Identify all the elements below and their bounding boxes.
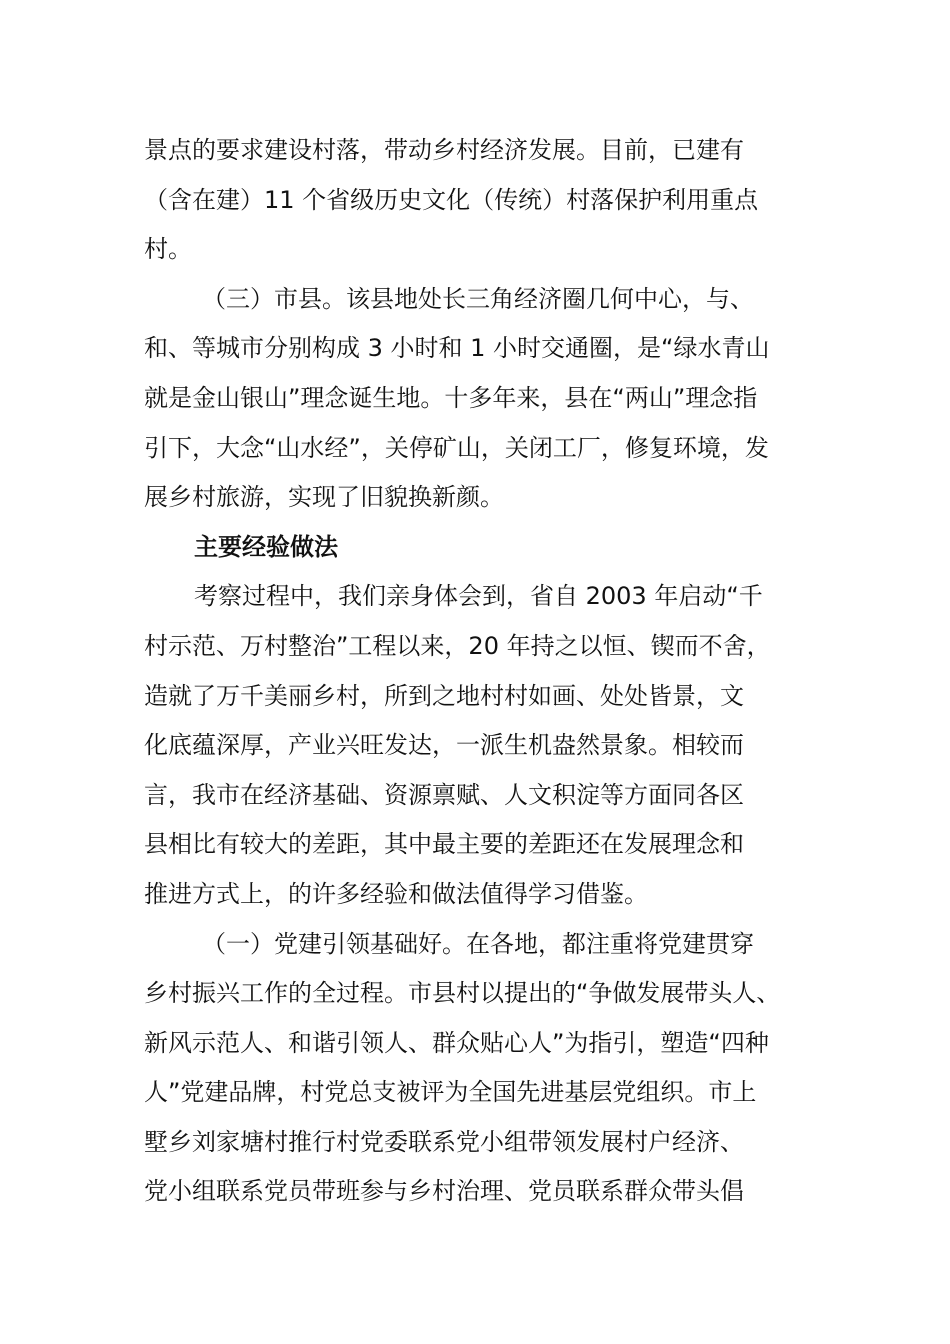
section-item-three: （三）市县。该县地处长三角经济圈几何中心，与、 xyxy=(202,284,754,313)
text-line: 墅乡刘家塘村推行村党委联系党小组带领发展村户经济、 xyxy=(144,1127,744,1156)
text-line: 村。 xyxy=(144,235,192,264)
text-line: 乡村振兴工作的全过程。市县村以提出的“争做发展带头人、 xyxy=(144,979,781,1008)
text-line: 展乡村旅游，实现了旧貌换新颜。 xyxy=(144,483,504,512)
text-line: 景点的要求建设村落，带动乡村经济发展。目前，已建有 xyxy=(144,136,744,164)
text-line: 村示范、万村整治”工程以来，20 年持之以恒、锲而不舍， xyxy=(144,631,771,660)
section-item-one: （一）党建引领基础好。在各地，都注重将党建贯穿 xyxy=(202,929,754,958)
section-heading: 主要经验做法 xyxy=(194,532,338,561)
text-line: 造就了万千美丽乡村，所到之地村村如画、处处皆景，文 xyxy=(144,681,744,710)
text-line: 化底蕴深厚，产业兴旺发达，一派生机盎然景象。相较而 xyxy=(144,731,744,760)
text-line: 引下，大念“山水经”，关停矿山，关闭工厂，修复环境，发 xyxy=(144,433,769,462)
paragraph-start: 考察过程中，我们亲身体会到，省自 2003 年启动“千 xyxy=(194,582,763,611)
text-line: （含在建）11 个省级历史文化（传统）村落保护利用重点 xyxy=(144,185,759,214)
text-line: 和、等城市分别构成 3 小时和 1 小时交通圈，是“绿水青山 xyxy=(144,334,770,363)
text-line: 就是金山银山”理念诞生地。十多年来，县在“两山”理念指 xyxy=(144,383,758,412)
body-text xyxy=(144,126,824,1217)
text-line: 人”党建品牌，村党总支被评为全国先进基层党组织。市上 xyxy=(144,1078,757,1107)
text-line: 县相比有较大的差距，其中最主要的差距还在发展理念和 xyxy=(144,830,744,859)
text-line: 新风示范人、和谐引领人、群众贴心人”为指引，塑造“四种 xyxy=(144,1028,769,1057)
text-line: 党小组联系党员带班参与乡村治理、党员联系群众带头倡 xyxy=(144,1177,744,1206)
text-line: 推进方式上，的许多经验和做法值得学习借鉴。 xyxy=(144,879,648,908)
text-line: 言，我市在经济基础、资源禀赋、人文积淀等方面同各区 xyxy=(144,780,744,809)
